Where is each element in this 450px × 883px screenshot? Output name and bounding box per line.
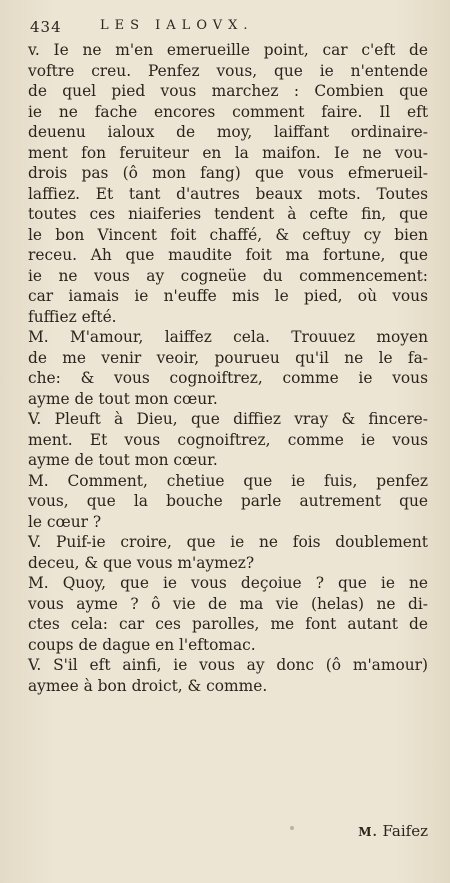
text-line: deuenu ialoux de moy, laiffant ordinaire-	[28, 123, 428, 141]
text-line: aymee à bon droict, & comme.	[28, 676, 268, 695]
text-line: de quel pied vous marchez : Combien que	[28, 82, 428, 100]
text-line: V. S'il eft ainfi, ie vous ay donc (ô m'amour)	[28, 656, 428, 674]
catchword	[358, 822, 428, 840]
text-line: M. M'amour, laiffez cela. Trouuez moyen	[28, 328, 428, 346]
text-line: v. Ie ne m'en emerueille point, car c'eft de	[28, 41, 428, 59]
text-line: ment fon feruiteur en la maifon. Ie ne vou-	[28, 143, 428, 162]
text-line: vous, que la bouche parle autrement que	[28, 492, 428, 510]
text-line: vous ayme ? ô vie de ma vie (helas) ne di-	[28, 594, 428, 613]
text-line: M. Comment, chetiue que ie fuis, penfez	[28, 471, 428, 490]
text-line: car iamais ie n'euffe mis le pied, où vous	[28, 287, 428, 305]
body-text	[28, 40, 428, 696]
text-line: receu. Ah que maudite foit ma fortune, que	[28, 246, 428, 264]
text-line: ayme de tout mon cœur.	[28, 451, 218, 469]
page-number: 434	[30, 18, 62, 36]
text-line: drois pas (ô mon fang) que vous efmerueil-	[28, 164, 428, 182]
text-line: de me venir veoir, pourueu qu'il ne le fa-	[28, 348, 428, 367]
ink-spot	[290, 826, 294, 830]
text-line: fuffiez efté.	[28, 307, 117, 326]
text-line: ayme de tout mon cœur.	[28, 389, 218, 408]
text-line: toutes ces niaiferies tendent à cefte fin, que	[28, 205, 428, 223]
catchword-text: Faifez	[382, 822, 428, 840]
text-line: ctes cela: car ces parolles, me font autant de	[28, 615, 428, 633]
text-line: voftre creu. Penfez vous, que ie n'entende	[28, 61, 428, 80]
text-line: deceu, & que vous m'aymez?	[28, 553, 255, 572]
text-line: V. Pleuft à Dieu, que diffiez vray & fincere-	[28, 410, 428, 428]
text-line: le cœur ?	[28, 512, 102, 531]
page-header	[30, 18, 430, 40]
text-line: ie ne fache encores comment faire. Il eft	[28, 102, 428, 121]
text-line: M. Quoy, que ie vous deçoiue ? que ie ne	[28, 574, 428, 592]
text-line: laffiez. Et tant d'autres beaux mots. Toutes	[28, 184, 428, 203]
text-line: ie ne vous ay cogneüe du commencement:	[28, 266, 428, 285]
text-line: V. Puif-ie croire, que ie ne fois doublement	[28, 533, 428, 551]
catchword-speaker: M.	[358, 825, 378, 839]
text-line: ment. Et vous cognoiftrez, comme ie vous	[28, 430, 428, 449]
text-line: coups de dague en l'eftomac.	[28, 635, 256, 654]
running-head: LES IALOVX.	[100, 18, 254, 33]
text-line: le bon Vincent foit chaffé, & ceftuy cy bien	[28, 225, 428, 244]
text-line: che: & vous cognoiftrez, comme ie vous	[28, 369, 428, 387]
